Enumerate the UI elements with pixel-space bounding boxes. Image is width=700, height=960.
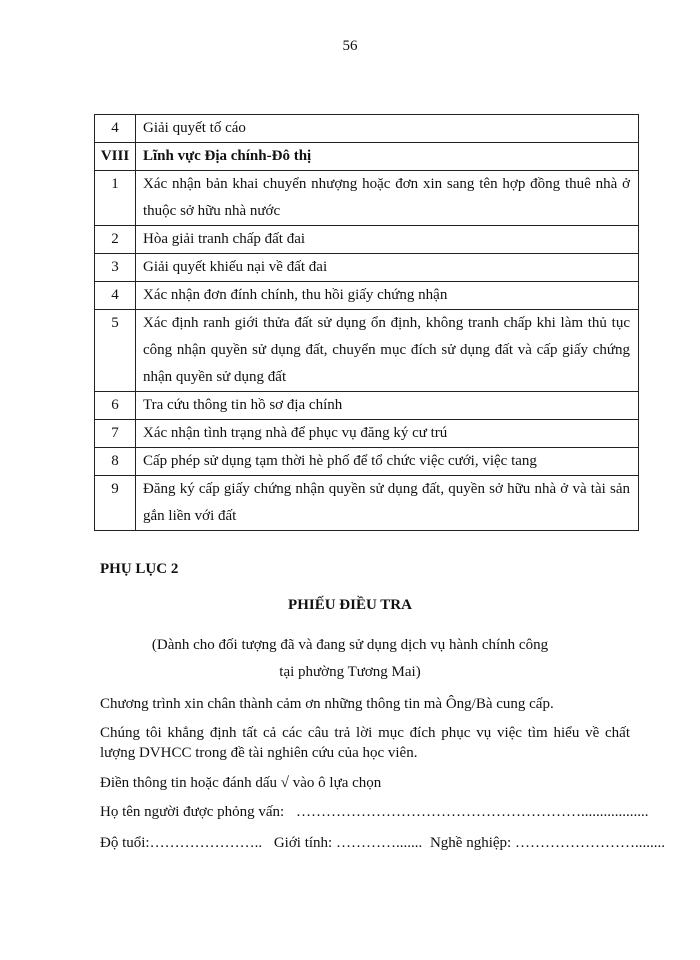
table-row bbox=[95, 420, 639, 448]
info-field-row bbox=[100, 835, 665, 852]
survey-subtitle-line2: tại phường Tương Mai) bbox=[279, 664, 421, 680]
purpose-text: Chúng tôi khẳng định tất cả các câu trả lời mục đích phục vụ việc tìm hiểu về chất lượng DVHCC trong đề tài nghiên cứu của học viên. bbox=[100, 725, 630, 761]
row-text: Đăng ký cấp giấy chứng nhận quyền sử dụng đất, quyền sở hữu nhà ở và tài sản gắn liền với đất bbox=[136, 476, 639, 531]
page-number: 56 bbox=[342, 38, 358, 54]
age-label: Độ tuổi: bbox=[100, 835, 150, 851]
table-row bbox=[95, 226, 639, 254]
row-number: 2 bbox=[95, 226, 136, 254]
age-input-dots[interactable]: ………………….. bbox=[149, 835, 263, 851]
table-row bbox=[95, 282, 639, 310]
name-field-row bbox=[100, 804, 649, 821]
table-row bbox=[95, 310, 639, 392]
name-input-dots[interactable]: ………………………………………………….................. bbox=[295, 804, 649, 820]
row-text: Xác nhận bản khai chuyển nhượng hoặc đơn xin sang tên hợp đồng thuê nhà ở thuộc sở hữu nhà nước bbox=[136, 171, 639, 226]
survey-subtitle-line1: (Dành cho đối tượng đã và đang sử dụng dịch vụ hành chính công bbox=[151, 637, 549, 653]
row-text: Tra cứu thông tin hồ sơ địa chính bbox=[136, 392, 639, 420]
row-text: Giải quyết tố cáo bbox=[136, 115, 639, 143]
row-number: 6 bbox=[95, 392, 136, 420]
job-label: Nghề nghiệp: bbox=[429, 835, 512, 851]
row-number: 5 bbox=[95, 310, 136, 392]
row-number: 3 bbox=[95, 254, 136, 282]
row-text: Hòa giải tranh chấp đất đai bbox=[136, 226, 639, 254]
table-row bbox=[95, 476, 639, 531]
row-text: Xác định ranh giới thửa đất sử dụng ổn định, không tranh chấp khi làm thủ tục công nhận quyền sử dụng đất, chuyển mục đích sử dụng đất và cấp giấy chứng nhận quyền sử dụng đất bbox=[136, 310, 639, 392]
gender-input-dots[interactable]: …………....... bbox=[335, 835, 423, 851]
row-text: Xác nhận đơn đính chính, thu hồi giấy chứng nhận bbox=[136, 282, 639, 310]
table-row bbox=[95, 171, 639, 226]
row-number: 4 bbox=[95, 115, 136, 143]
row-text: Giải quyết khiếu nại về đất đai bbox=[136, 254, 639, 282]
row-number: VIII bbox=[95, 143, 136, 171]
survey-title: PHIẾU ĐIỀU TRA bbox=[288, 597, 412, 613]
row-number: 8 bbox=[95, 448, 136, 476]
gender-label: Giới tính: bbox=[273, 835, 333, 851]
table-row bbox=[95, 448, 639, 476]
table-row bbox=[95, 115, 639, 143]
thanks-text: Chương trình xin chân thành cảm ơn những thông tin mà Ông/Bà cung cấp. bbox=[100, 696, 554, 712]
table-row bbox=[95, 392, 639, 420]
services-table bbox=[94, 114, 639, 531]
instruction-text: Điền thông tin hoặc đánh dấu √ vào ô lựa chọn bbox=[100, 775, 382, 791]
job-input-dots[interactable]: ……………………........ bbox=[514, 835, 665, 851]
row-number: 4 bbox=[95, 282, 136, 310]
table-row bbox=[95, 254, 639, 282]
name-label: Họ tên người được phỏng vấn: bbox=[100, 804, 285, 820]
row-number: 9 bbox=[95, 476, 136, 531]
table-section-header bbox=[95, 143, 639, 171]
row-text: Cấp phép sử dụng tạm thời hè phố để tổ chức việc cưới, việc tang bbox=[136, 448, 639, 476]
row-number: 1 bbox=[95, 171, 136, 226]
row-text: Lĩnh vực Địa chính-Đô thị bbox=[136, 143, 639, 171]
row-text: Xác nhận tình trạng nhà để phục vụ đăng ký cư trú bbox=[136, 420, 639, 448]
appendix-label: PHỤ LỤC 2 bbox=[100, 561, 179, 577]
row-number: 7 bbox=[95, 420, 136, 448]
